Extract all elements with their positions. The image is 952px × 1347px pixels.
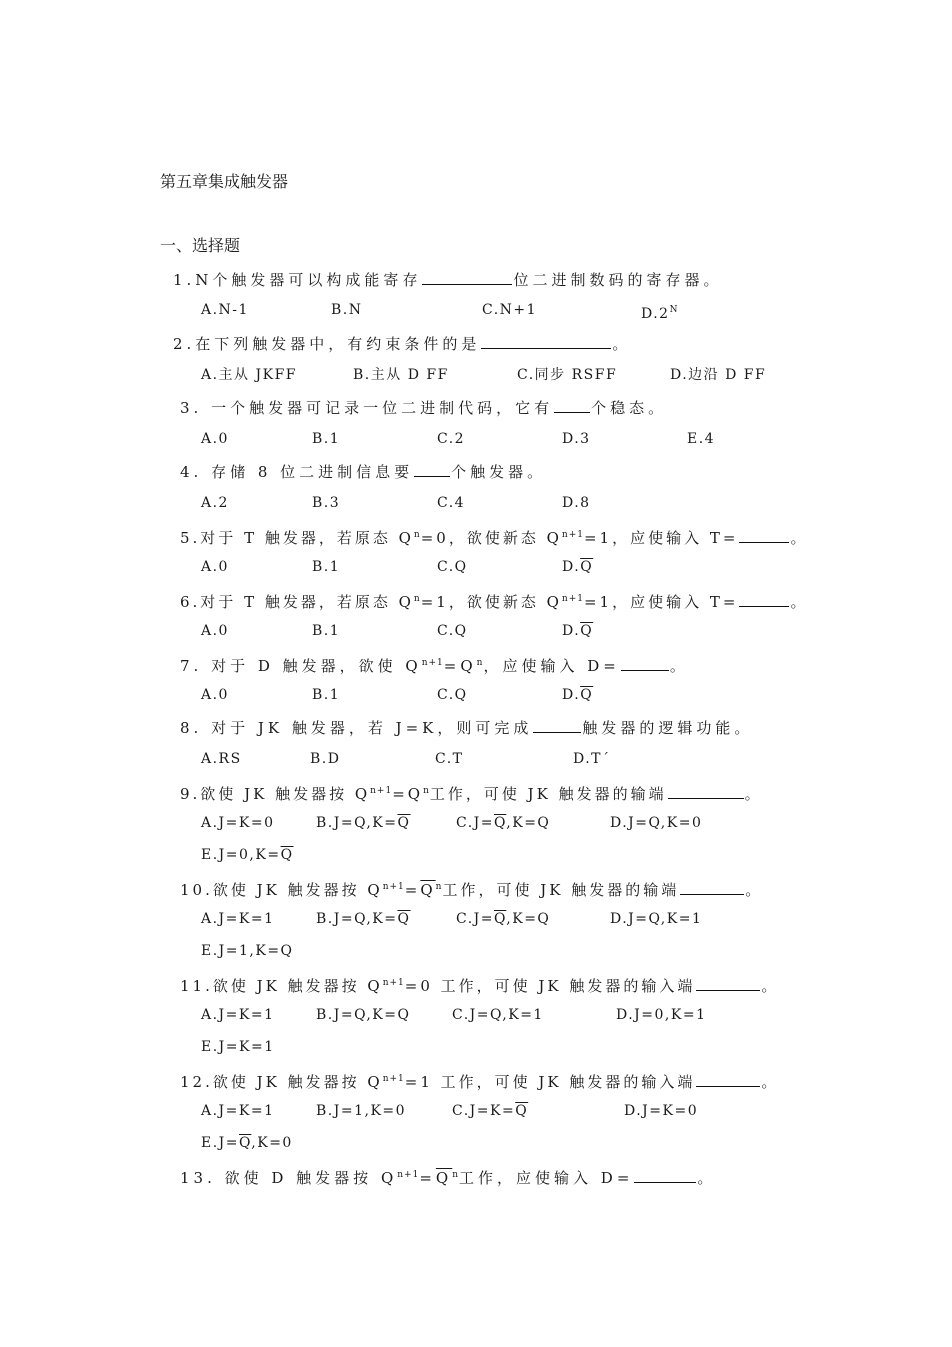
option[interactable]: C.Q bbox=[437, 559, 468, 575]
option[interactable]: $C.J=K=\overline{Q}$ bbox=[452, 1103, 529, 1119]
answer-blank[interactable] bbox=[680, 879, 744, 895]
option[interactable]: E.J=K=1 bbox=[201, 1039, 275, 1055]
option[interactable]: C.N+1 bbox=[482, 302, 538, 318]
option[interactable]: $D.\overline{Q}$ bbox=[562, 687, 594, 703]
option[interactable]: D.J=K=0 bbox=[624, 1103, 699, 1119]
option[interactable]: A.J=K=0 bbox=[201, 815, 275, 831]
option[interactable]: $E.J=0,K=\overline{Q}$ bbox=[201, 847, 294, 863]
answer-blank[interactable] bbox=[739, 527, 789, 543]
answer-blank[interactable] bbox=[634, 1167, 696, 1183]
question-12: 12.欲使 JK 触发器按 $Q^{n+1}=1$ 工作，可使 JK 触发器的输入端 。 bbox=[180, 1073, 780, 1091]
option[interactable]: A.0 bbox=[201, 623, 229, 639]
option[interactable]: A.RS bbox=[201, 751, 242, 767]
option[interactable]: B.J=1,K=0 bbox=[316, 1103, 407, 1119]
answer-blank[interactable] bbox=[422, 269, 512, 285]
option[interactable]: A.0 bbox=[201, 431, 229, 447]
question-5-options bbox=[201, 557, 901, 577]
question-2: 2.在下列触发器中，有约束条件的是 。 bbox=[173, 335, 632, 353]
option[interactable]: $E.J=\overline{Q},K=0$ bbox=[201, 1135, 293, 1151]
question-3-options bbox=[201, 429, 901, 449]
option[interactable]: B.1 bbox=[312, 623, 341, 639]
option[interactable]: E.4 bbox=[687, 431, 716, 447]
option[interactable]: D.J=Q,K=1 bbox=[610, 911, 703, 927]
option[interactable]: A.N-1 bbox=[201, 302, 249, 318]
option[interactable]: C.Q bbox=[437, 623, 468, 639]
option[interactable]: B.1 bbox=[312, 687, 341, 703]
answer-blank[interactable] bbox=[696, 975, 760, 991]
option[interactable]: B.3 bbox=[312, 495, 341, 511]
option[interactable]: D.J=0,K=1 bbox=[616, 1007, 707, 1023]
question-8: 8. 对于 JK 触发器，若 J=K，则可完成 触发器的逻辑功能。 bbox=[180, 719, 754, 737]
question-6: 6.对于 T 触发器，若原态 $Q^n=1$，欲使新态 $Q^{n+1}=1$，应使输入 T= 。 bbox=[180, 593, 809, 611]
option[interactable]: $B.J=Q,K=\overline{Q}$ bbox=[316, 911, 411, 927]
question-13: 13. 欲使 D 触发器按 $Q^{n+1}=\overline{Q}^n$工作，应使输入 D= 。 bbox=[180, 1169, 717, 1187]
section-heading: 一、选择题 bbox=[160, 236, 241, 255]
option[interactable]: C.4 bbox=[437, 495, 466, 511]
question-5: 5.对于 T 触发器，若原态 $Q^n=0$，欲使新态 $Q^{n+1}=1$，应使输入 T= 。 bbox=[180, 529, 809, 547]
option[interactable]: B.1 bbox=[312, 431, 341, 447]
option[interactable]: C.Q bbox=[437, 687, 468, 703]
option[interactable]: A.2 bbox=[201, 495, 229, 511]
answer-blank[interactable] bbox=[481, 333, 611, 349]
question-9-options bbox=[201, 813, 901, 833]
question-4: 4. 存储 8 位二进制信息要 个触发器。 bbox=[180, 463, 547, 481]
answer-blank[interactable] bbox=[739, 591, 789, 607]
answer-blank[interactable] bbox=[533, 717, 581, 733]
question-6-options bbox=[201, 621, 901, 641]
question-11-options bbox=[201, 1005, 901, 1025]
option[interactable]: D.8 bbox=[562, 495, 591, 511]
option[interactable]: $C.J=\overline{Q},K=Q$ bbox=[456, 815, 551, 831]
option[interactable]: A.J=K=1 bbox=[201, 911, 275, 927]
question-1: 1.N个触发器可以构成能寄存 位二进制数码的寄存器。 bbox=[173, 271, 723, 289]
option[interactable]: C.2 bbox=[437, 431, 466, 447]
question-1-options bbox=[201, 300, 901, 320]
option[interactable]: D.J=Q,K=0 bbox=[610, 815, 703, 831]
option[interactable]: C.T bbox=[435, 751, 464, 767]
question-2-options bbox=[201, 365, 901, 385]
option[interactable]: $B.J=Q,K=\overline{Q}$ bbox=[316, 815, 411, 831]
answer-blank[interactable] bbox=[414, 461, 450, 477]
option[interactable]: B.1 bbox=[312, 559, 341, 575]
question-11: 11.欲使 JK 触发器按 $Q^{n+1}=0$ 工作，可使 JK 触发器的输入端 。 bbox=[180, 977, 780, 995]
question-10: 10.欲使 JK 触发器按 $Q^{n+1}=\overline{Q}^n$工作，可使 JK 触发器的输端 。 bbox=[180, 881, 764, 899]
option[interactable]: B.J=Q,K=Q bbox=[316, 1007, 411, 1023]
answer-blank[interactable] bbox=[696, 1071, 760, 1087]
option[interactable]: $D.2^N$ bbox=[641, 305, 679, 322]
option[interactable]: B.N bbox=[331, 302, 363, 318]
option[interactable]: A.J=K=1 bbox=[201, 1103, 275, 1119]
option[interactable]: A.0 bbox=[201, 559, 229, 575]
option[interactable]: A.J=K=1 bbox=[201, 1007, 275, 1023]
option[interactable]: $D.\overline{Q}$ bbox=[562, 623, 594, 639]
question-3: 3. 一个触发器可记录一位二进制代码，它有 个稳态。 bbox=[180, 399, 668, 417]
question-10-options-2 bbox=[201, 941, 501, 961]
option[interactable]: D.3 bbox=[562, 431, 591, 447]
question-12-options bbox=[201, 1101, 901, 1121]
question-12-options-2 bbox=[201, 1133, 501, 1153]
answer-blank[interactable] bbox=[554, 397, 590, 413]
question-7: 7. 对于 D 触发器，欲使 $Q^{n+1}=Q^n$，应使输入 D= 。 bbox=[180, 657, 689, 675]
question-11-options-2 bbox=[201, 1037, 501, 1057]
option[interactable]: $D.\overline{Q}$ bbox=[562, 559, 594, 575]
question-4-options bbox=[201, 493, 901, 513]
option[interactable]: $C.J=\overline{Q},K=Q$ bbox=[456, 911, 551, 927]
option[interactable]: B.主从 D FF bbox=[353, 367, 449, 383]
option[interactable]: A.主从 JKFF bbox=[201, 367, 298, 383]
option[interactable]: E.J=1,K=Q bbox=[201, 943, 294, 959]
option[interactable]: B.D bbox=[310, 751, 341, 767]
question-9-options-2 bbox=[201, 845, 501, 865]
answer-blank[interactable] bbox=[621, 655, 669, 671]
question-9: 9.欲使 JK 触发器按 $Q^{n+1}=Q^n$工作，可使 JK 触发器的输端 。 bbox=[180, 785, 763, 803]
option[interactable]: D.边沿 D FF bbox=[670, 367, 767, 383]
chapter-title: 第五章集成触发器 bbox=[160, 172, 289, 191]
answer-blank[interactable] bbox=[668, 783, 744, 799]
question-7-options bbox=[201, 685, 901, 705]
option[interactable]: D.T´ bbox=[573, 751, 611, 767]
option[interactable]: A.0 bbox=[201, 687, 229, 703]
option[interactable]: C.J=Q,K=1 bbox=[452, 1007, 544, 1023]
question-10-options bbox=[201, 909, 901, 929]
option[interactable]: C.同步 RSFF bbox=[517, 367, 618, 383]
question-8-options bbox=[201, 749, 901, 769]
